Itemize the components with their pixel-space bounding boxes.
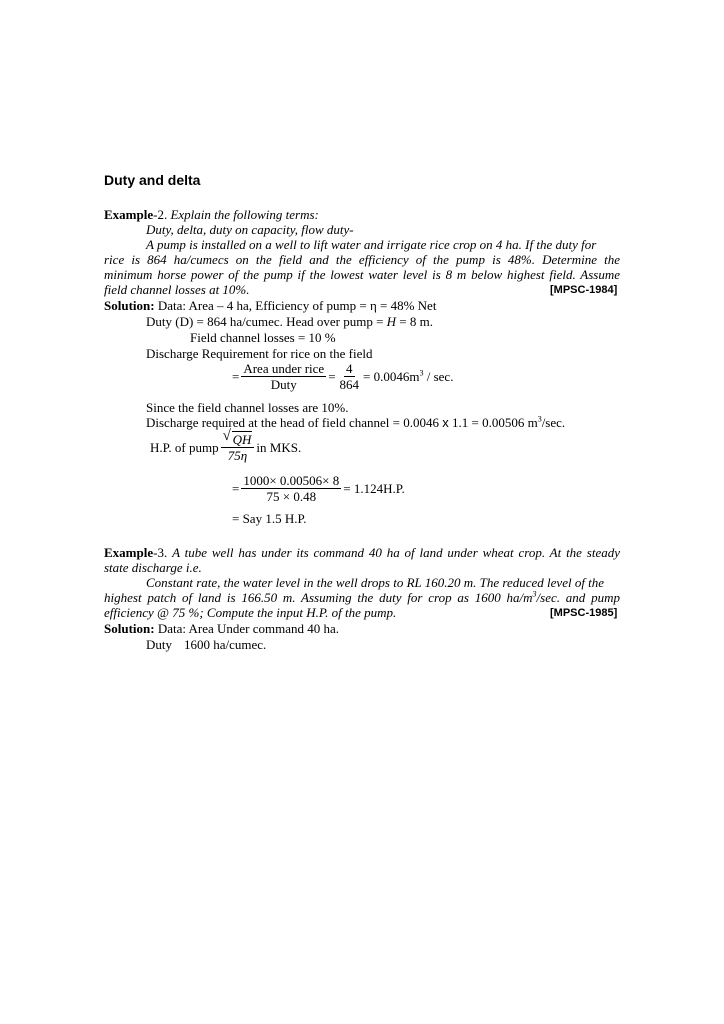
example-2-prompt: Explain the following terms:	[170, 207, 319, 222]
example-3-line-4: highest patch of land is 166.50 m. Assuming the duty for crop as 1600 $ha/m^3/\sec$. and pump	[104, 589, 620, 605]
eq1-result: = $0.0046m^3$ / sec.	[363, 368, 454, 384]
section-heading: Duty and delta	[104, 172, 201, 188]
hp-fraction	[221, 428, 255, 463]
example-2-terms: Duty, delta, duty on capacity, flow duty-	[146, 222, 354, 237]
example-3-line-3: Constant rate, the water level in the well drops to RL 160.20 m. The reduced level of the	[146, 575, 605, 590]
solution-2-line-1	[104, 298, 436, 314]
solution-3-data: Data: Area Under command 40 ha.	[154, 621, 340, 636]
solution-2-data: Data: Area – 4 ha, Efficiency of pump = η = 48% Net	[154, 298, 437, 313]
solution-3-line-1	[104, 621, 339, 637]
example-2-problem-line-2: rice is 864 ha/cumecs on the field and the efficiency of the pump is 48%. Determine the	[104, 252, 620, 267]
example-3-line-5: efficiency @ 75 %; Compute the input H.P. of the pump.	[104, 605, 397, 620]
eq1-fraction-1	[241, 361, 326, 392]
example-3-line-1	[104, 545, 620, 561]
eq1-denominator-2: 864	[339, 377, 360, 392]
example-2-problem-line-3: minimum horse power of the pump if the lowest water level is 8 m below highest field. Assume	[104, 267, 620, 282]
hp-label: H.P. of pump	[150, 439, 219, 455]
eq1-numerator-2: 4	[346, 361, 353, 376]
hp-calc-equation	[232, 473, 405, 504]
head-symbol: H	[386, 314, 397, 329]
eq2-denominator: 75 × 0.48	[266, 489, 317, 504]
solution-2-line-6: Discharge required at the head of field channel = 0.0046 x 1.1 = 0.00506 $m^3/\sec$.	[146, 414, 566, 430]
eq1-fraction-2	[338, 361, 362, 392]
eq1-denominator-1: Duty	[270, 377, 297, 392]
hp-denominator: 75η	[227, 448, 248, 463]
duty-text: Duty (D) = 864 ha/cumec. Head over pump =	[146, 314, 387, 329]
discharge-equation	[232, 361, 453, 392]
hp-numerator: √ QH	[221, 432, 255, 448]
solution-3-line-2	[146, 637, 266, 653]
example-3-source-tag: [MPSC-1985]	[550, 607, 618, 619]
example-3-label: Example	[104, 545, 154, 560]
solution-2-line-3: Field channel losses = 10 %	[190, 330, 336, 345]
eq1-equals: =	[232, 368, 240, 384]
duty-label: Duty	[146, 637, 172, 652]
example-3-line-2: state discharge i.e.	[104, 560, 202, 575]
example-2-question	[104, 207, 319, 223]
hp-formula	[150, 428, 302, 463]
eq2-fraction	[241, 473, 341, 504]
eq1-numerator-1: Area under rice	[243, 361, 325, 376]
hp-suffix: in MKS.	[256, 439, 302, 455]
example-2-source-tag: [MPSC-1984]	[550, 284, 618, 296]
solution-2-line-4: Discharge Requirement for rice on the field	[146, 346, 373, 361]
example-2-problem-line-4: field channel losses at 10%.	[104, 282, 250, 297]
solution-2-line-5: Since the field channel losses are 10%.	[146, 400, 349, 415]
example-2-problem-line-1: A pump is installed on a well to lift water and irrigate rice crop on 4 ha. If the duty for	[146, 237, 597, 252]
solution-3-label: Solution:	[104, 621, 155, 636]
example-3-problem-1: A tube well has under its command 40 ha of land under wheat crop. At the steady	[172, 545, 620, 560]
eq2-result: = 1.124H.P.	[343, 480, 405, 496]
eq1-equals-2: =	[328, 368, 336, 384]
example-2-number: -2.	[153, 207, 168, 222]
eq2-equals: =	[232, 480, 240, 496]
solution-2-line-2	[146, 314, 433, 330]
eq2-numerator: 1000× 0.00506× 8	[243, 473, 340, 488]
head-value: = 8 m.	[396, 314, 433, 329]
solution-2-label: Solution:	[104, 298, 155, 313]
duty-value: 1600 ha/cumec.	[184, 637, 267, 652]
example-2-label: Example	[104, 207, 154, 222]
hp-final-answer: = Say 1.5 H.P.	[232, 511, 307, 526]
example-3-number: -3.	[153, 545, 168, 560]
